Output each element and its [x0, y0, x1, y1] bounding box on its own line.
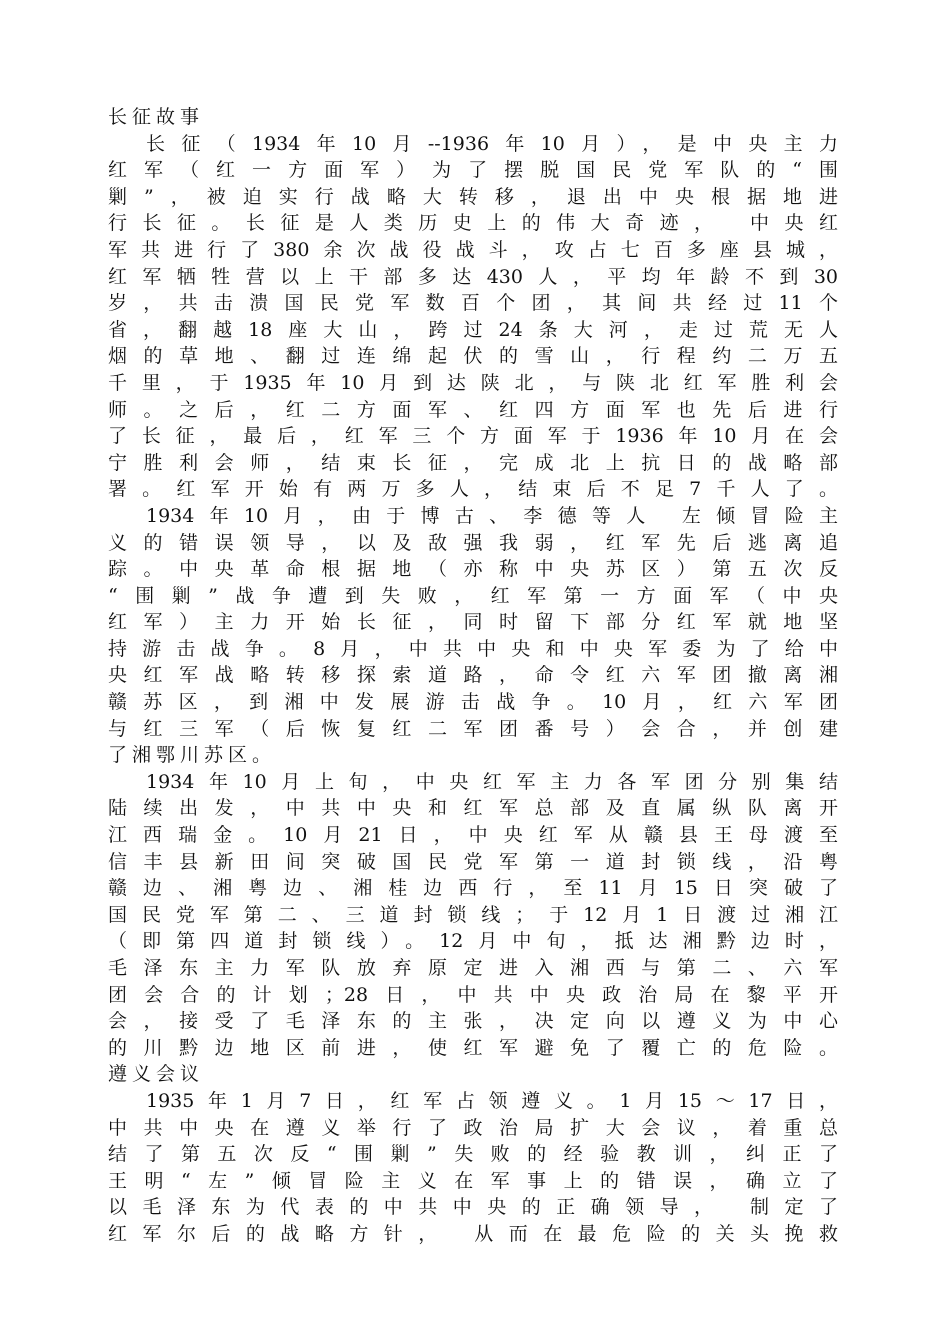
text-line: 信丰县新田间突破国民党军第一道封锁线，沿粤 — [108, 850, 838, 873]
text-line: 毛泽东主力军队放弃原定进入湘西与第二、六军 — [108, 957, 838, 979]
text-line: 王明“左”倾冒险主义在军事上的错误，确立了 — [108, 1169, 838, 1192]
text-line: 义的错误领导，以及敌强我弱，红军先后逃离追 — [108, 531, 838, 554]
text-line: 团会合的计划；28日，中共中央政治局在黎平开 — [108, 983, 838, 1006]
text-line: 赣边、湘粤边、湘桂边西行，至11月15日突破了 — [108, 877, 838, 900]
text-line: 遵义会议 — [108, 1063, 205, 1086]
text-line: 军共进行了380余次战役战斗，攻占七百多座县城， — [108, 238, 838, 261]
text-line: 剿”，被迫实行战略大转移，退出中央根据地进 — [108, 185, 838, 208]
text-line: （即第四道封锁线）。12月中旬，抵达湘黔边时， — [108, 930, 838, 953]
text-line: “围剿”战争遭到失败，红军第一方面军（中央 — [108, 584, 838, 607]
text-line: 的川黔边地区前进，使红军避免了覆亡的危险。 — [108, 1036, 838, 1059]
text-line: 千里，于1935年10月到达陕北，与陕北红军胜利会 — [108, 371, 838, 394]
document-title: 长征故事 — [108, 106, 205, 128]
text-line: 持游击战争。8月，中共中央和中央军委为了给中 — [108, 637, 838, 660]
text-line: 红军）主力开始长征，同时留下部分红军就地坚 — [108, 611, 838, 634]
text-line: 陆续出发，中共中央和红军总部及直属纵队离开 — [108, 797, 838, 820]
text-line: 江西瑞金。10月21日，中央红军从赣县王母渡至 — [108, 824, 838, 847]
text-line: 师。之后，红二方面军、红四方面军也先后进行 — [108, 398, 838, 421]
text-line: 央红军战略转移探索道路，命令红六军团撤离湘 — [108, 664, 838, 687]
text-line: 踪。中央革命根据地（亦称中央苏区）第五次反 — [108, 558, 838, 581]
text-line: 红军（红一方面军）为了摆脱国民党军队的“围 — [108, 159, 838, 182]
text-line: 红军尔后的战略方针， 从而在最危险的关头挽救 — [108, 1222, 838, 1245]
text-line: 了湘鄂川苏区。 — [108, 744, 277, 767]
text-line: 与红三军（后恢复红二军团番号）会合，并创建 — [108, 717, 838, 740]
text-line: 宁胜利会师，结束长征，完成北上抗日的战略部 — [108, 451, 838, 474]
text-line: 行长征。长征是人类历史上的伟大奇迹， 中央红 — [108, 212, 838, 235]
text-line: 署。红军开始有两万多人，结束后不足7千人了。 — [108, 478, 838, 501]
document-lines — [108, 131, 838, 1248]
text-line: 1934年10月上旬，中央红军主力各军团分别集结 — [146, 770, 838, 793]
text-line: 长征（1934年10月--1936年10月），是中央主力 — [146, 132, 838, 155]
text-line: 烟的草地、翻过连绵起伏的雪山，行程约二万五 — [108, 345, 838, 368]
text-line: 结了第五次反“围剿”失败的经验教训，纠正了 — [108, 1143, 838, 1166]
text-line: 1935年1月7日，红军占领遵义。1月15～17日， — [146, 1089, 838, 1112]
text-line: 国民党军第二、三道封锁线；于12月1日渡过湘江 — [108, 903, 838, 926]
text-line: 会，接受了毛泽东的主张，决定向以遵义为中心 — [108, 1010, 838, 1033]
text-line: 省，翻越18座大山，跨过24条大河，走过荒无人 — [108, 318, 838, 341]
text-line: 红军牺牲营以上干部多达430人，平均年龄不到30 — [108, 265, 838, 288]
text-line: 以毛泽东为代表的中共中央的正确领导， 制定了 — [108, 1196, 838, 1219]
text-line: 1934年10月，由于博古、李德等人 左倾冒险主 — [146, 504, 838, 527]
text-line: 岁，共击溃国民党军数百个团，其间共经过11个 — [108, 292, 838, 315]
text-line: 了长征，最后，红军三个方面军于1936年10月在会 — [108, 425, 838, 448]
document-body — [108, 104, 838, 1248]
text-line: 赣苏区，到湘中发展游击战争。10月，红六军团 — [108, 691, 838, 714]
text-line: 中共中央在遵义举行了政治局扩大会议，着重总 — [108, 1116, 838, 1139]
